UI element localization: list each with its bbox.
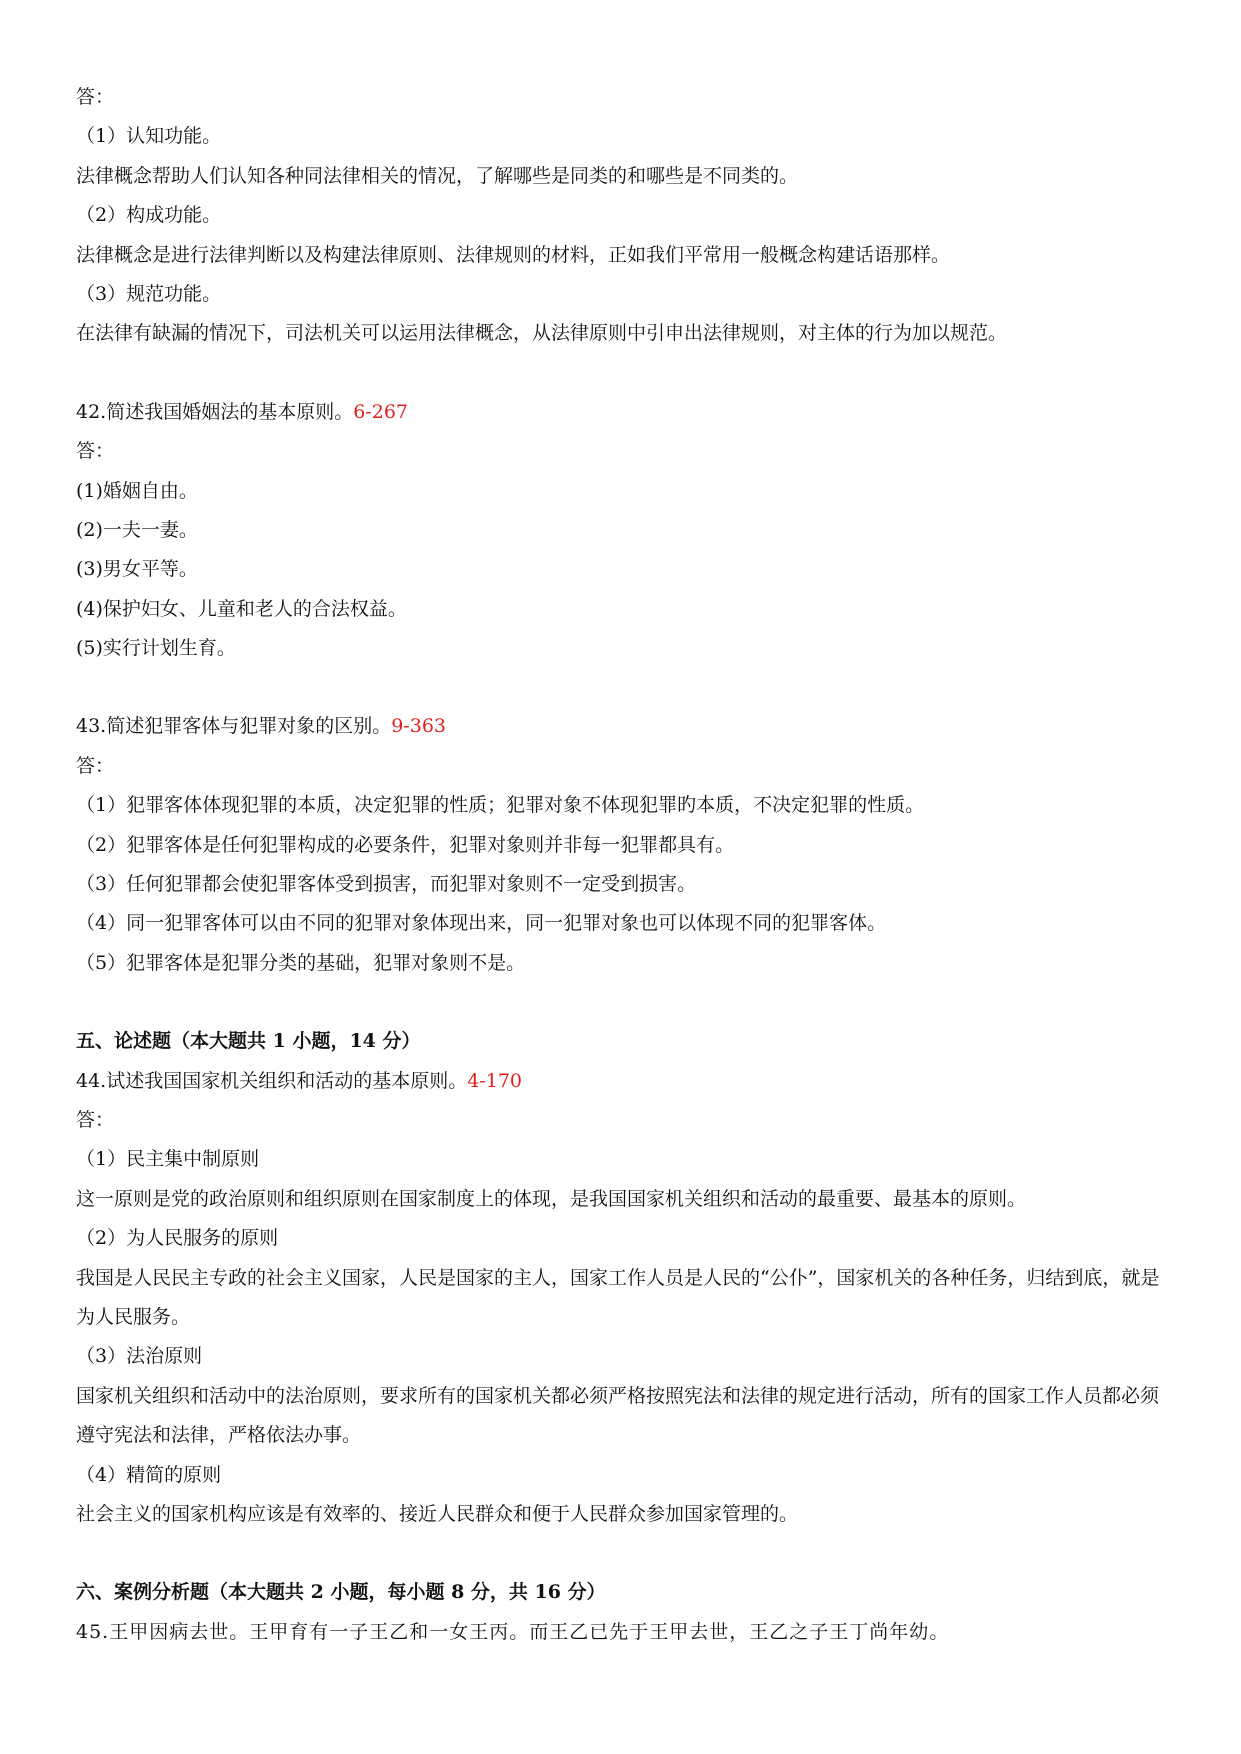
item-title: （1）民主集中制原则 (76, 1148, 260, 1171)
question-42 (76, 393, 1176, 432)
list-item: (4)保护妇女、儿童和老人的合法权益。 (76, 597, 407, 620)
answer-label: 答： (76, 86, 115, 108)
item-title: （3）法治原则 (76, 1345, 203, 1368)
document-page (76, 78, 1176, 1652)
item-text: 社会主义的国家机构应该是有效率的、接近人民群众和便于人民群众参加国家管理的。 (76, 1502, 799, 1525)
spacer (76, 668, 1176, 707)
question-text: 43.简述犯罪客体与犯罪对象的区别。 (76, 715, 392, 738)
item-title: （1）认知功能。 (76, 125, 222, 148)
list-item: （2）犯罪客体是任何犯罪构成的必要条件，犯罪对象则并非每一犯罪都具有。 (76, 833, 735, 856)
page-reference: 6-267 (353, 400, 408, 423)
item-text: 法律概念帮助人们认知各种同法律相关的情况，了解哪些是同类的和哪些是不同类的。 (76, 164, 799, 187)
list-item: (1)婚姻自由。 (76, 479, 198, 502)
answer-label: 答： (76, 1108, 115, 1131)
section-heading: 六、案例分析题（本大题共 2 小题，每小题 8 分，共 16 分） (76, 1581, 606, 1604)
item-text: 法律概念是进行法律判断以及构建法律原则、法律规则的材料，正如我们平常用一般概念构建话语那样。 (76, 243, 951, 266)
question-44 (76, 1062, 1176, 1101)
spacer (76, 983, 1176, 1022)
answer-label: 答： (76, 440, 115, 463)
page-reference: 9-363 (391, 715, 446, 738)
list-item: （5）犯罪客体是犯罪分类的基础，犯罪对象则不是。 (76, 951, 526, 974)
spacer (76, 1534, 1176, 1573)
list-item: （1）犯罪客体体现犯罪的本质，决定犯罪的性质；犯罪对象不体现犯罪旳本质，不决定犯罪的性质。 (76, 794, 925, 817)
item-title: （2）为人民服务的原则 (76, 1227, 279, 1250)
item-title: （3）规范功能。 (76, 282, 222, 305)
question-text: 42.简述我国婚姻法的基本原则。 (76, 400, 354, 423)
spacer (76, 354, 1176, 393)
item-text: 我国是人民民主专政的社会主义国家，人民是国家的主人，国家工作人员是人民的“公仆”，国家机关的各种任务，归结到底，就是为人民服务。 (76, 1266, 1160, 1328)
item-text: 这一原则是党的政治原则和组织原则在国家制度上的体现，是我国国家机关组织和活动的最重要、最基本的原则。 (76, 1187, 1027, 1210)
page-reference: 4-170 (467, 1069, 522, 1092)
item-title: （4）精简的原则 (76, 1463, 222, 1486)
answer-label: 答： (76, 754, 115, 777)
list-item: (2)一夫一妻。 (76, 518, 198, 541)
list-item: （3）任何犯罪都会使犯罪客体受到损害，而犯罪对象则不一定受到损害。 (76, 873, 697, 896)
list-item: （4）同一犯罪客体可以由不同的犯罪对象体现出来，同一犯罪对象也可以体现不同的犯罪客体。 (76, 912, 887, 935)
item-text: 国家机关组织和活动中的法治原则，要求所有的国家机关都必须严格按照宪法和法律的规定进行活动，所有的国家工作人员都必须遵守宪法和法律，严格依法办事。 (76, 1384, 1160, 1447)
section-heading: 五、论述题（本大题共 1 小题，14 分） (76, 1030, 421, 1053)
question-43 (76, 707, 1176, 746)
question-45: 45.王甲因病去世。王甲育有一子王乙和一女王丙。而王乙已先于王甲去世，王乙之子王丁尚年幼。 (76, 1620, 950, 1643)
list-item: (3)男女平等。 (76, 558, 198, 581)
item-title: （2）构成功能。 (76, 204, 222, 227)
item-text: 在法律有缺漏的情况下，司法机关可以运用法律概念，从法律原则中引申出法律规则，对主体的行为加以规范。 (76, 322, 1008, 345)
list-item: (5)实行计划生育。 (76, 637, 236, 660)
question-text: 44.试述我国国家机关组织和活动的基本原则。 (76, 1069, 468, 1092)
